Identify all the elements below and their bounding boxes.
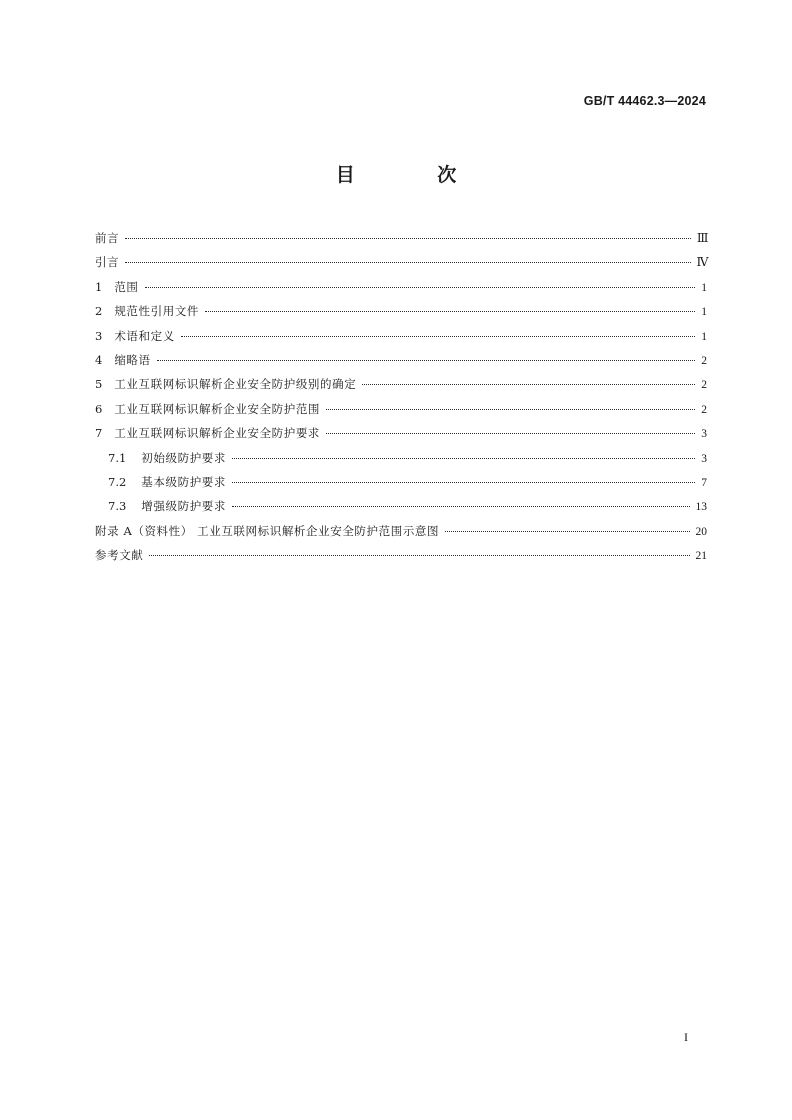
- toc-entry-page: 21: [695, 550, 707, 563]
- toc-entry-label: 引言: [95, 255, 120, 270]
- page-number: I: [684, 1030, 688, 1044]
- dot-leader: [157, 359, 696, 361]
- dot-leader: [362, 383, 695, 385]
- toc-entry-basic-level[interactable]: [95, 470, 707, 494]
- toc-entry-normative-references[interactable]: [95, 299, 707, 323]
- toc-entry-label: 初始级防护要求: [141, 450, 226, 465]
- toc-entry-label: 基本级防护要求: [141, 474, 226, 489]
- table-of-contents: [95, 226, 707, 567]
- toc-entry-number: 2: [95, 304, 103, 319]
- toc-entry-page: 1: [701, 306, 707, 319]
- toc-entry-label: 前言: [95, 231, 120, 245]
- toc-entry-page: 1: [701, 281, 707, 294]
- toc-entry-label: 附录 A（资料性） 工业互联网标识解析企业安全防护范围示意图: [95, 523, 440, 538]
- toc-entry-terms-definitions[interactable]: [95, 324, 707, 348]
- toc-entry-page: 2: [701, 354, 707, 367]
- dot-leader: [125, 261, 690, 263]
- toc-entry-page: 13: [695, 501, 707, 514]
- toc-entry-label: 增强级防护要求: [141, 499, 226, 514]
- toc-entry-page: 20: [695, 525, 707, 538]
- toc-entry-introduction[interactable]: [95, 250, 707, 274]
- toc-entry-page: 7: [701, 476, 707, 489]
- toc-entry-protection-level[interactable]: [95, 372, 707, 396]
- toc-entry-page: 3: [701, 452, 707, 465]
- dot-leader: [149, 554, 689, 556]
- toc-entry-number: 7: [95, 426, 103, 441]
- dot-leader: [232, 481, 695, 483]
- toc-entry-protection-requirements[interactable]: [95, 421, 707, 445]
- toc-entry-bibliography[interactable]: [95, 543, 707, 567]
- toc-entry-number: 7.2: [108, 474, 127, 489]
- toc-entry-annex-a[interactable]: [95, 519, 707, 543]
- toc-entry-page: Ⅳ: [696, 255, 707, 270]
- toc-entry-label: 范围: [114, 279, 139, 294]
- toc-entry-page: 1: [701, 330, 707, 343]
- toc-entry-page: 2: [701, 403, 707, 416]
- dot-leader: [181, 335, 695, 337]
- dot-leader: [326, 408, 695, 410]
- toc-entry-number: 4: [95, 352, 103, 367]
- toc-entry-label: 工业互联网标识解析企业安全防护范围: [114, 401, 321, 416]
- toc-entry-page: Ⅲ: [696, 231, 707, 245]
- dot-leader: [232, 457, 695, 459]
- dot-leader: [205, 310, 695, 312]
- toc-entry-label: 术语和定义: [114, 328, 175, 343]
- dot-leader: [145, 286, 696, 288]
- toc-entry-label: 工业互联网标识解析企业安全防护要求: [114, 426, 321, 441]
- toc-entry-page: 3: [701, 428, 707, 441]
- dot-leader: [232, 505, 690, 507]
- dot-leader: [326, 432, 695, 434]
- toc-entry-label: 缩略语: [114, 352, 151, 367]
- dot-leader: [125, 237, 691, 239]
- toc-entry-label: 工业互联网标识解析企业安全防护级别的确定: [114, 377, 357, 392]
- toc-entry-number: 7.1: [108, 450, 127, 465]
- toc-entry-number: 6: [95, 401, 103, 416]
- toc-entry-enhanced-level[interactable]: [95, 494, 707, 518]
- toc-entry-number: 5: [95, 377, 103, 392]
- toc-entry-scope[interactable]: [95, 275, 707, 299]
- toc-entry-label: 规范性引用文件: [114, 304, 200, 319]
- dot-leader: [445, 530, 689, 532]
- toc-entry-page: 2: [701, 379, 707, 392]
- toc-entry-label: 参考文献: [95, 548, 144, 563]
- toc-entry-number: 1: [95, 279, 103, 294]
- page-title: 目 次: [335, 164, 495, 186]
- toc-entry-number: 3: [95, 328, 103, 343]
- toc-entry-initial-level[interactable]: [95, 446, 707, 470]
- toc-entry-protection-scope[interactable]: [95, 397, 707, 421]
- toc-entry-foreword[interactable]: [95, 226, 707, 250]
- standard-code: GB/T 44462.3—2024: [583, 94, 706, 108]
- toc-entry-number: 7.3: [108, 499, 127, 514]
- toc-entry-abbreviations[interactable]: [95, 348, 707, 372]
